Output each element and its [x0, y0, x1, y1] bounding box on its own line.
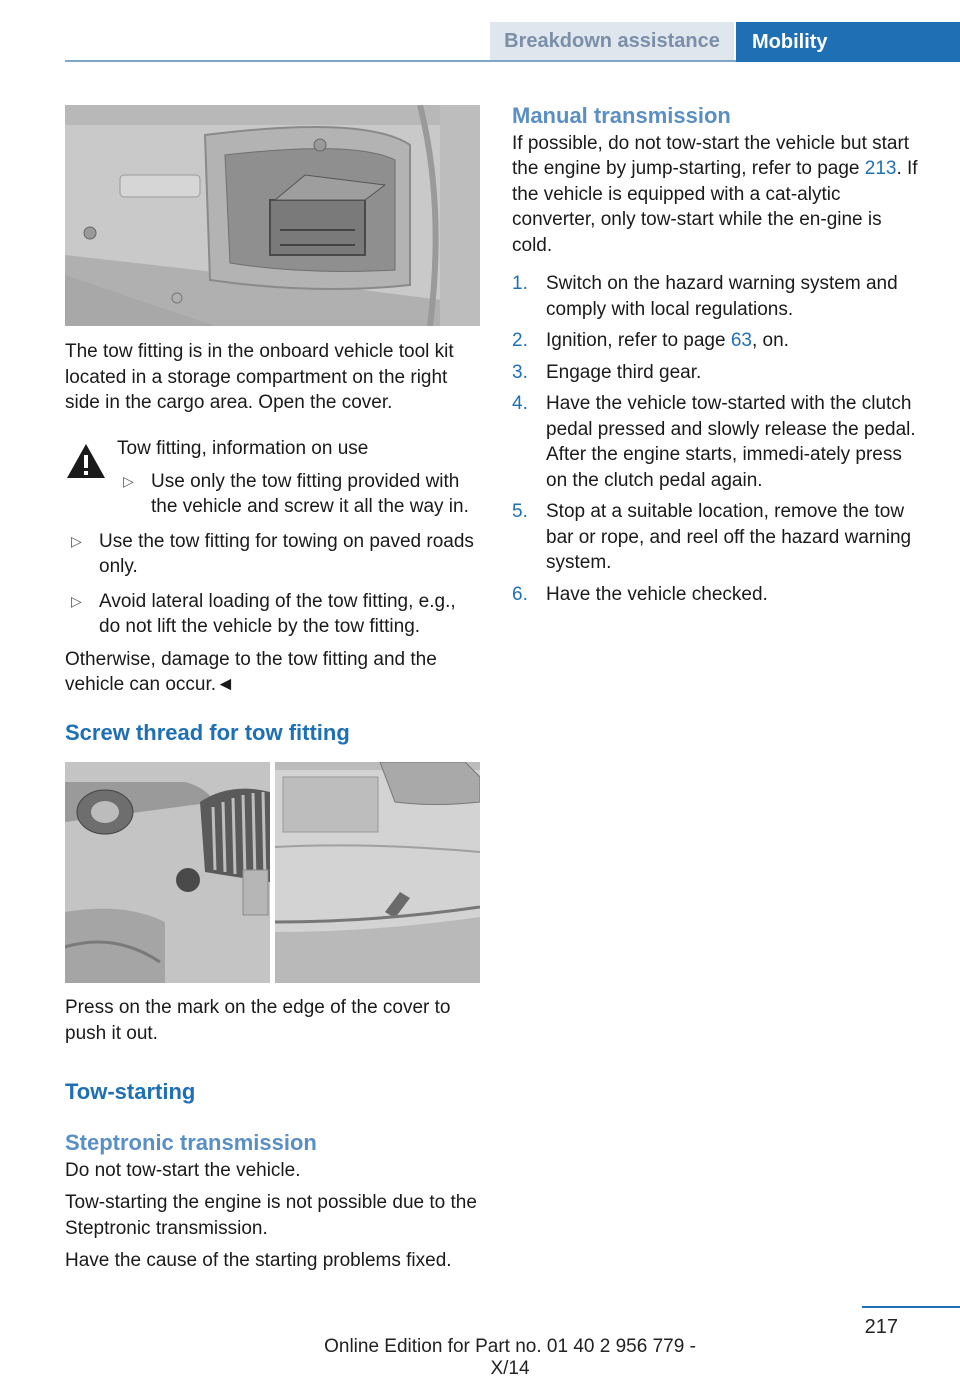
- tow-starting-heading: Tow-starting: [65, 1079, 196, 1104]
- page-number: 217: [864, 1316, 898, 1338]
- footer-rule: [862, 1306, 960, 1308]
- header-chapter-tab: Mobility: [736, 22, 960, 62]
- screw-thread-heading: Screw thread for tow fitting: [65, 720, 350, 745]
- screw-thread-text: Press on the mark on the edge of the cover to push it out.: [65, 997, 451, 1044]
- steptronic-line: Do not tow-start the vehicle.: [65, 1159, 301, 1181]
- page-header: [0, 0, 960, 62]
- tow-fitting-description: [65, 339, 481, 416]
- cargo-compartment-illustration: [65, 105, 480, 326]
- steptronic-line: Have the cause of the starting problems fixed.: [65, 1250, 452, 1271]
- triangle-bullet-icon: ▷: [71, 592, 82, 609]
- steptronic-section: [65, 1130, 481, 1274]
- list-item: 2. Ignition, refer to page 63, on.: [512, 330, 789, 351]
- list-item: ▷ Use only the tow fitting provided with the vehicle and screw it all the way in.: [123, 470, 469, 517]
- triangle-bullet-icon: ▷: [71, 532, 82, 549]
- intro-text: The tow fitting is in the onboard vehicle tool kit located in a storage compartment on the right side in the cargo area. Open the cover.: [65, 341, 454, 413]
- steptronic-line: Tow-starting the engine is not possible due to the Steptronic transmission.: [65, 1192, 477, 1239]
- steptronic-heading: Steptronic transmission: [65, 1130, 317, 1155]
- manual-transmission-heading: Manual transmission: [512, 103, 731, 128]
- list-item: 5. Stop at a suitable location, remove the tow bar or rope, and reel off the hazard warning system.: [512, 501, 912, 573]
- edition-footer: Online Edition for Part no. 01 40 2 956 779 - X/14: [324, 1336, 696, 1379]
- warning-closing: Otherwise, damage to the tow fitting and the vehicle can occur.◄: [65, 648, 437, 695]
- list-item: 4. Have the vehicle tow-started with the clutch pedal pressed and slowly release the pedal. After the engine starts, immedi-ately press on the clutch pedal again.: [512, 393, 916, 491]
- warning-title: Tow fitting, information on use: [117, 438, 369, 459]
- list-item: ▷ Use the tow fitting for towing on paved roads only.: [71, 530, 474, 577]
- manual-intro: If possible, do not tow-start the vehicle but start the engine by jump-starting, refer to page 213. If the vehicle is equipped with a cat-alytic converter, only tow-start while the en-gine is cold.: [512, 132, 918, 256]
- screw-thread-section: [65, 720, 481, 746]
- page-link[interactable]: 63: [730, 330, 752, 351]
- list-item: 3. Engage third gear.: [512, 361, 702, 383]
- header-section-tab: Breakdown assistance: [490, 22, 734, 60]
- tow-starting-section: [65, 1079, 481, 1105]
- warning-block: [65, 436, 481, 698]
- screw-thread-text-block: [65, 995, 481, 1046]
- list-item: 1. Switch on the hazard warning system and comply with local regulations.: [512, 273, 898, 320]
- warning-triangle-icon: [65, 442, 107, 488]
- bumper-cover-illustration: [65, 762, 480, 983]
- list-item: ▷ Avoid lateral loading of the tow fitting, e.g., do not lift the vehicle by the tow fitting.: [71, 590, 456, 637]
- list-item: 6. Have the vehicle checked.: [512, 583, 768, 605]
- manual-transmission-section: [512, 103, 927, 613]
- triangle-bullet-icon: ▷: [123, 472, 134, 489]
- page-link[interactable]: 213: [864, 158, 897, 179]
- tow-start-steps: [512, 271, 927, 607]
